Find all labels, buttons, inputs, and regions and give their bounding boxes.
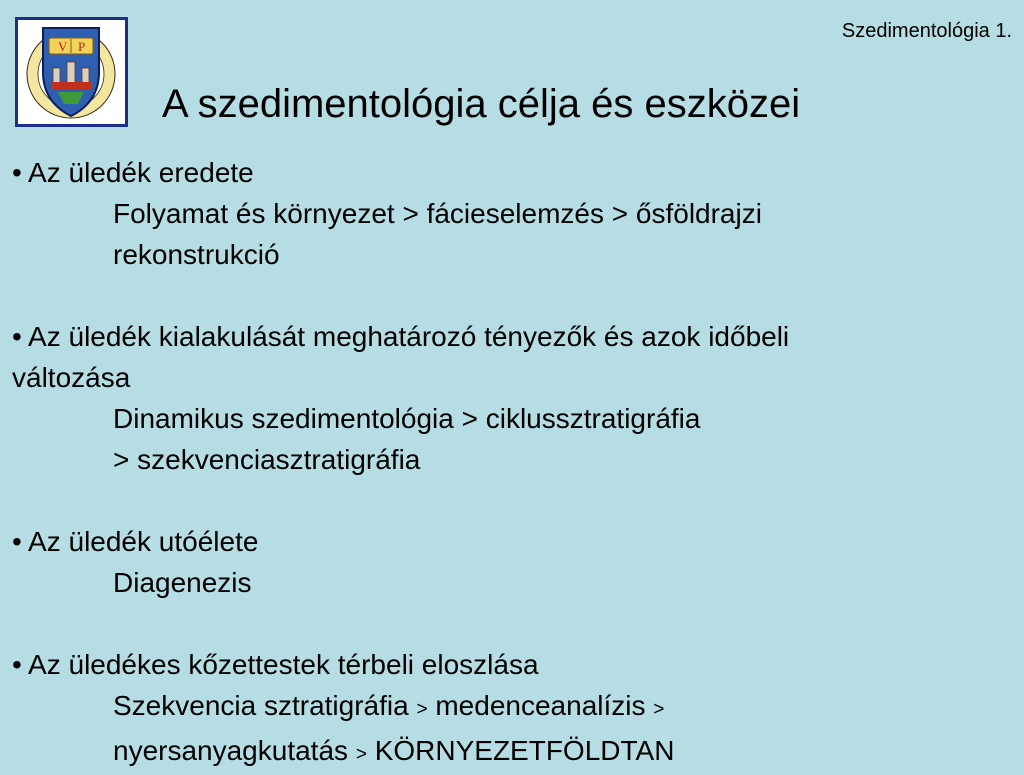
bullet-origin-detail-1: Folyamat és környezet > fácieselemzés > ősföldrajzi xyxy=(113,198,762,229)
slide-content xyxy=(12,152,1012,775)
detail-text: Szekvencia sztratigráfia xyxy=(113,690,417,721)
bullet-formation-factors: • Az üledék kialakulását meghatározó tényezők és azok időbeli xyxy=(12,321,790,352)
bullet-spatial-detail-2 xyxy=(12,730,1012,775)
bullet-spatial-detail-1 xyxy=(12,685,1012,730)
university-crest-icon xyxy=(15,17,128,127)
bullet-formation-factors-cont: változása xyxy=(12,362,131,393)
arrow-separator: > xyxy=(355,744,367,765)
detail-text: KÖRNYEZETFÖLDTAN xyxy=(366,735,675,766)
bullet-formation-detail-2: > szekvenciasztratigráfia xyxy=(113,444,421,475)
bullet-afterlife: • Az üledék utóélete xyxy=(12,526,259,557)
slide-corner-label: Szedimentológia 1. xyxy=(841,20,1012,42)
crest-initial-p: P xyxy=(78,39,86,54)
bullet-origin: • Az üledék eredete xyxy=(12,157,254,188)
crest-initial-v: V xyxy=(58,39,68,54)
bullet-afterlife-detail: Diagenezis xyxy=(113,567,252,598)
bullet-formation-detail-1: Dinamikus szedimentológia > ciklussztratigráfia xyxy=(113,403,701,434)
arrow-separator: > xyxy=(416,699,428,720)
slide-title: A szedimentológia célja és eszközei xyxy=(162,82,801,126)
arrow-separator: > xyxy=(653,699,665,720)
bullet-spatial-distribution: • Az üledékes kőzettestek térbeli eloszlása xyxy=(12,649,539,680)
detail-text: nyersanyagkutatás xyxy=(113,735,356,766)
bullet-origin-detail-2: rekonstrukció xyxy=(113,239,280,270)
detail-text: medenceanalízis xyxy=(427,690,654,721)
